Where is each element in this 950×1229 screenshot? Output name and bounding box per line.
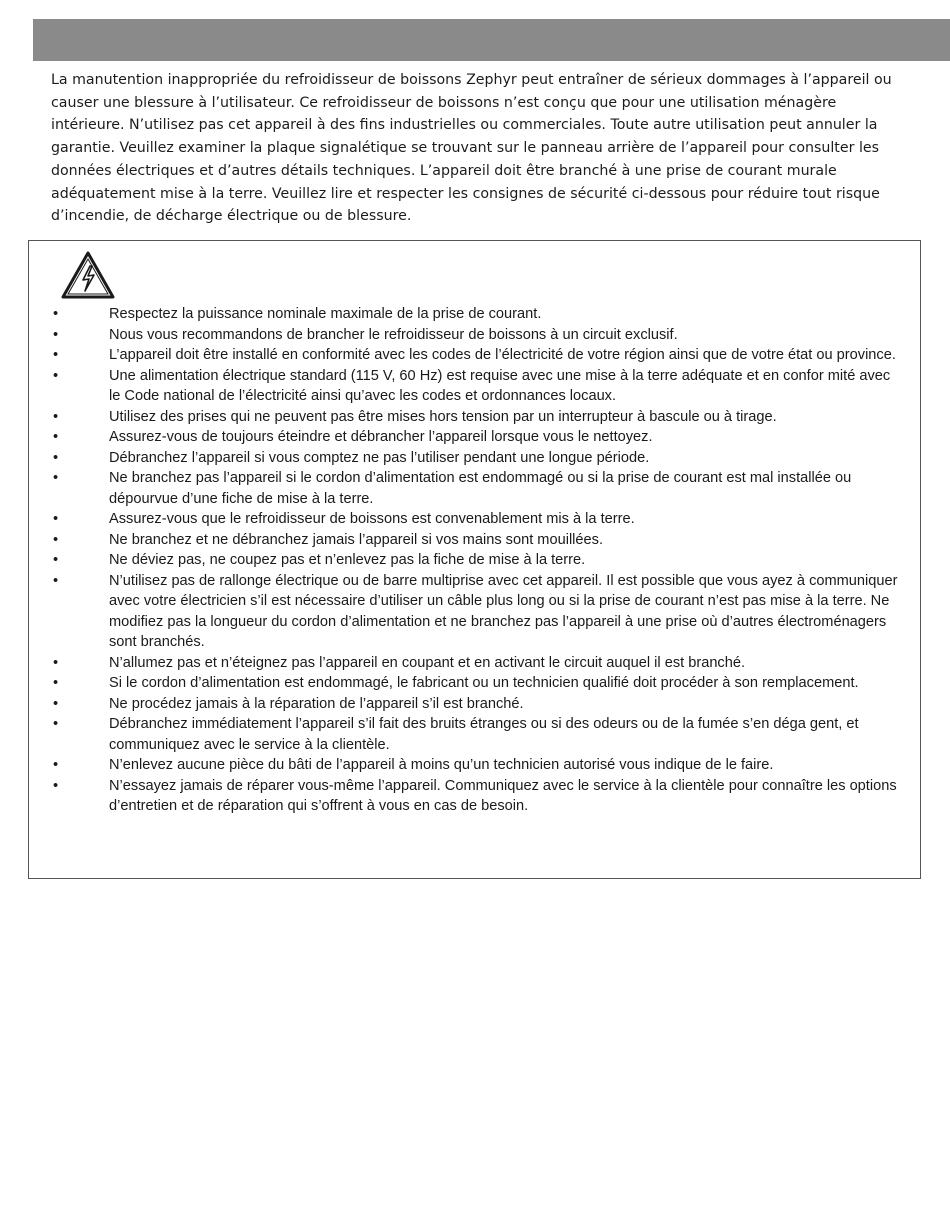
warning-list-item [29,407,922,428]
bullet-marker: • [53,531,59,548]
warning-list-item [29,571,922,653]
bullet-marker: • [53,572,59,589]
electrical-warning-box [28,240,921,879]
warning-list-item [29,366,922,407]
warning-list-item [29,755,922,776]
bullet-marker: • [53,429,59,445]
warning-item-text: Utilisez des prises qui ne peuvent pas être mises hors tension par un interrupteur à bascule ou à tirage. [109,408,777,425]
warning-item-text: Débranchez immédiatement l’appareil s’il fait des bruits étranges ou si des odeurs ou de la fumée s’en déga gent, et communiquez avec le service à la clientèle. [109,716,859,753]
bullet-marker: • [53,757,59,773]
electrical-hazard-icon [60,250,116,300]
warning-list [29,304,922,817]
bullet-marker: • [53,777,59,794]
warning-item-text: N’essayez jamais de réparer vous-même l’appareil. Communiquez avec le service à la clientèle pour connaître les options d’entretien et de réparation qui s’offrent à vous en cas de besoin. [109,777,897,814]
warning-list-item [29,714,922,755]
bullet-marker: • [53,716,59,732]
warning-list-item [29,673,922,694]
bullet-marker: • [53,408,59,425]
bullet-marker: • [53,511,59,527]
warning-item-text: Assurez-vous de toujours éteindre et débrancher l’appareil lorsque vous le nettoyez. [109,429,653,445]
warning-list-item [29,325,922,346]
warning-item-text: Si le cordon d’alimentation est endommagé, le fabricant ou un technicien qualifié doit procéder à son remplacement. [109,675,859,691]
warning-item-text: Ne procédez jamais à la réparation de l’appareil s’il est branché. [109,695,524,712]
warning-list-item [29,776,922,817]
bullet-marker: • [53,695,59,712]
warning-item-text: Respectez la puissance nominale maximale de la prise de courant. [109,306,542,322]
warning-list-item [29,550,922,571]
warning-list-item [29,448,922,469]
warning-item-text: Nous vous recommandons de brancher le refroidisseur de boissons à un circuit exclusif. [109,326,678,343]
warning-list-item [29,509,922,530]
warning-list-item [29,694,922,715]
warning-list-item [29,304,922,325]
bullet-marker: • [53,449,59,466]
warning-item-text: Ne déviez pas, ne coupez pas et n’enlevez pas la fiche de mise à la terre. [109,552,586,568]
warning-item-text: Une alimentation électrique standard (115 V, 60 Hz) est requise avec une mise à la terre adéquate et en confor mité avec le Code national de l’électricité ainsi qu’avec les codes et ordonnances locaux. [109,367,891,404]
warning-item-text: L’appareil doit être installé en conformité avec les codes de l’électricité de votre région ainsi que de votre état ou province. [109,347,896,363]
bullet-marker: • [53,654,59,671]
bullet-marker: • [53,552,59,568]
bullet-marker: • [53,367,59,384]
warning-item-text: Ne branchez pas l’appareil si le cordon d’alimentation est endommagé ou si la prise de courant est mal installée ou dépourvue d’une fiche de mise à la terre. [109,470,852,507]
bullet-marker: • [53,326,59,343]
warning-item-text: Débranchez l’appareil si vous comptez ne pas l’utiliser pendant une longue période. [109,449,650,466]
bullet-marker: • [53,347,59,363]
bullet-marker: • [53,470,59,486]
intro-paragraph: La manutention inappropriée du refroidisseur de boissons Zephyr peut entraîner de sérieux dommages à l’appareil ou causer une blessure à l’utilisateur. Ce refroidisseur de boissons n’est conçu que pour une utilisation ménagère intérieure. N’utilisez pas cet appareil à des fins industrielles ou commerciales. Toute autre utilisation peut annuler la garantie. Veuillez examiner la plaque signalétique se trouvant sur le panneau arrière de l’appareil pour consulter les données électriques et d’autres détails techniques. L’appareil doit être branché à une prise de courant murale adéquatement mise à la terre. Veuillez lire et respecter les consignes de sécurité ci-dessous pour réduire tout risque d’incendie, de décharge électrique ou de blessure. [51,72,892,225]
bullet-marker: • [53,675,59,691]
warning-item-text: Assurez-vous que le refroidisseur de boissons est convenablement mis à la terre. [109,511,635,527]
warning-list-item [29,345,922,366]
warning-item-text: N’enlevez aucune pièce du bâti de l’appareil à moins qu’un technicien autorisé vous indique de le faire. [109,757,774,773]
warning-list-item [29,653,922,674]
warning-item-text: N’utilisez pas de rallonge électrique ou de barre multiprise avec cet appareil. Il est possible que vous ayez à communiquer avec votre électricien s’il est nécessaire d’utiliser un câble plus long ou si la prise de courant n’est pas mise à la terre. Ne modifiez pas la longueur du cordon d’alimentation et ne branchez pas l’appareil à une prise où d’autres électroménagers sont branchés. [109,572,898,650]
warning-list-item [29,427,922,448]
warning-item-text: N’allumez pas et n’éteignez pas l’appareil en coupant et en activant le circuit auquel il est branché. [109,654,746,671]
warning-item-text: Ne branchez et ne débranchez jamais l’appareil si vos mains sont mouillées. [109,531,604,548]
warning-list-item [29,530,922,551]
warning-list-item [29,468,922,509]
bullet-marker: • [53,306,59,322]
section-header-bar [33,19,950,61]
